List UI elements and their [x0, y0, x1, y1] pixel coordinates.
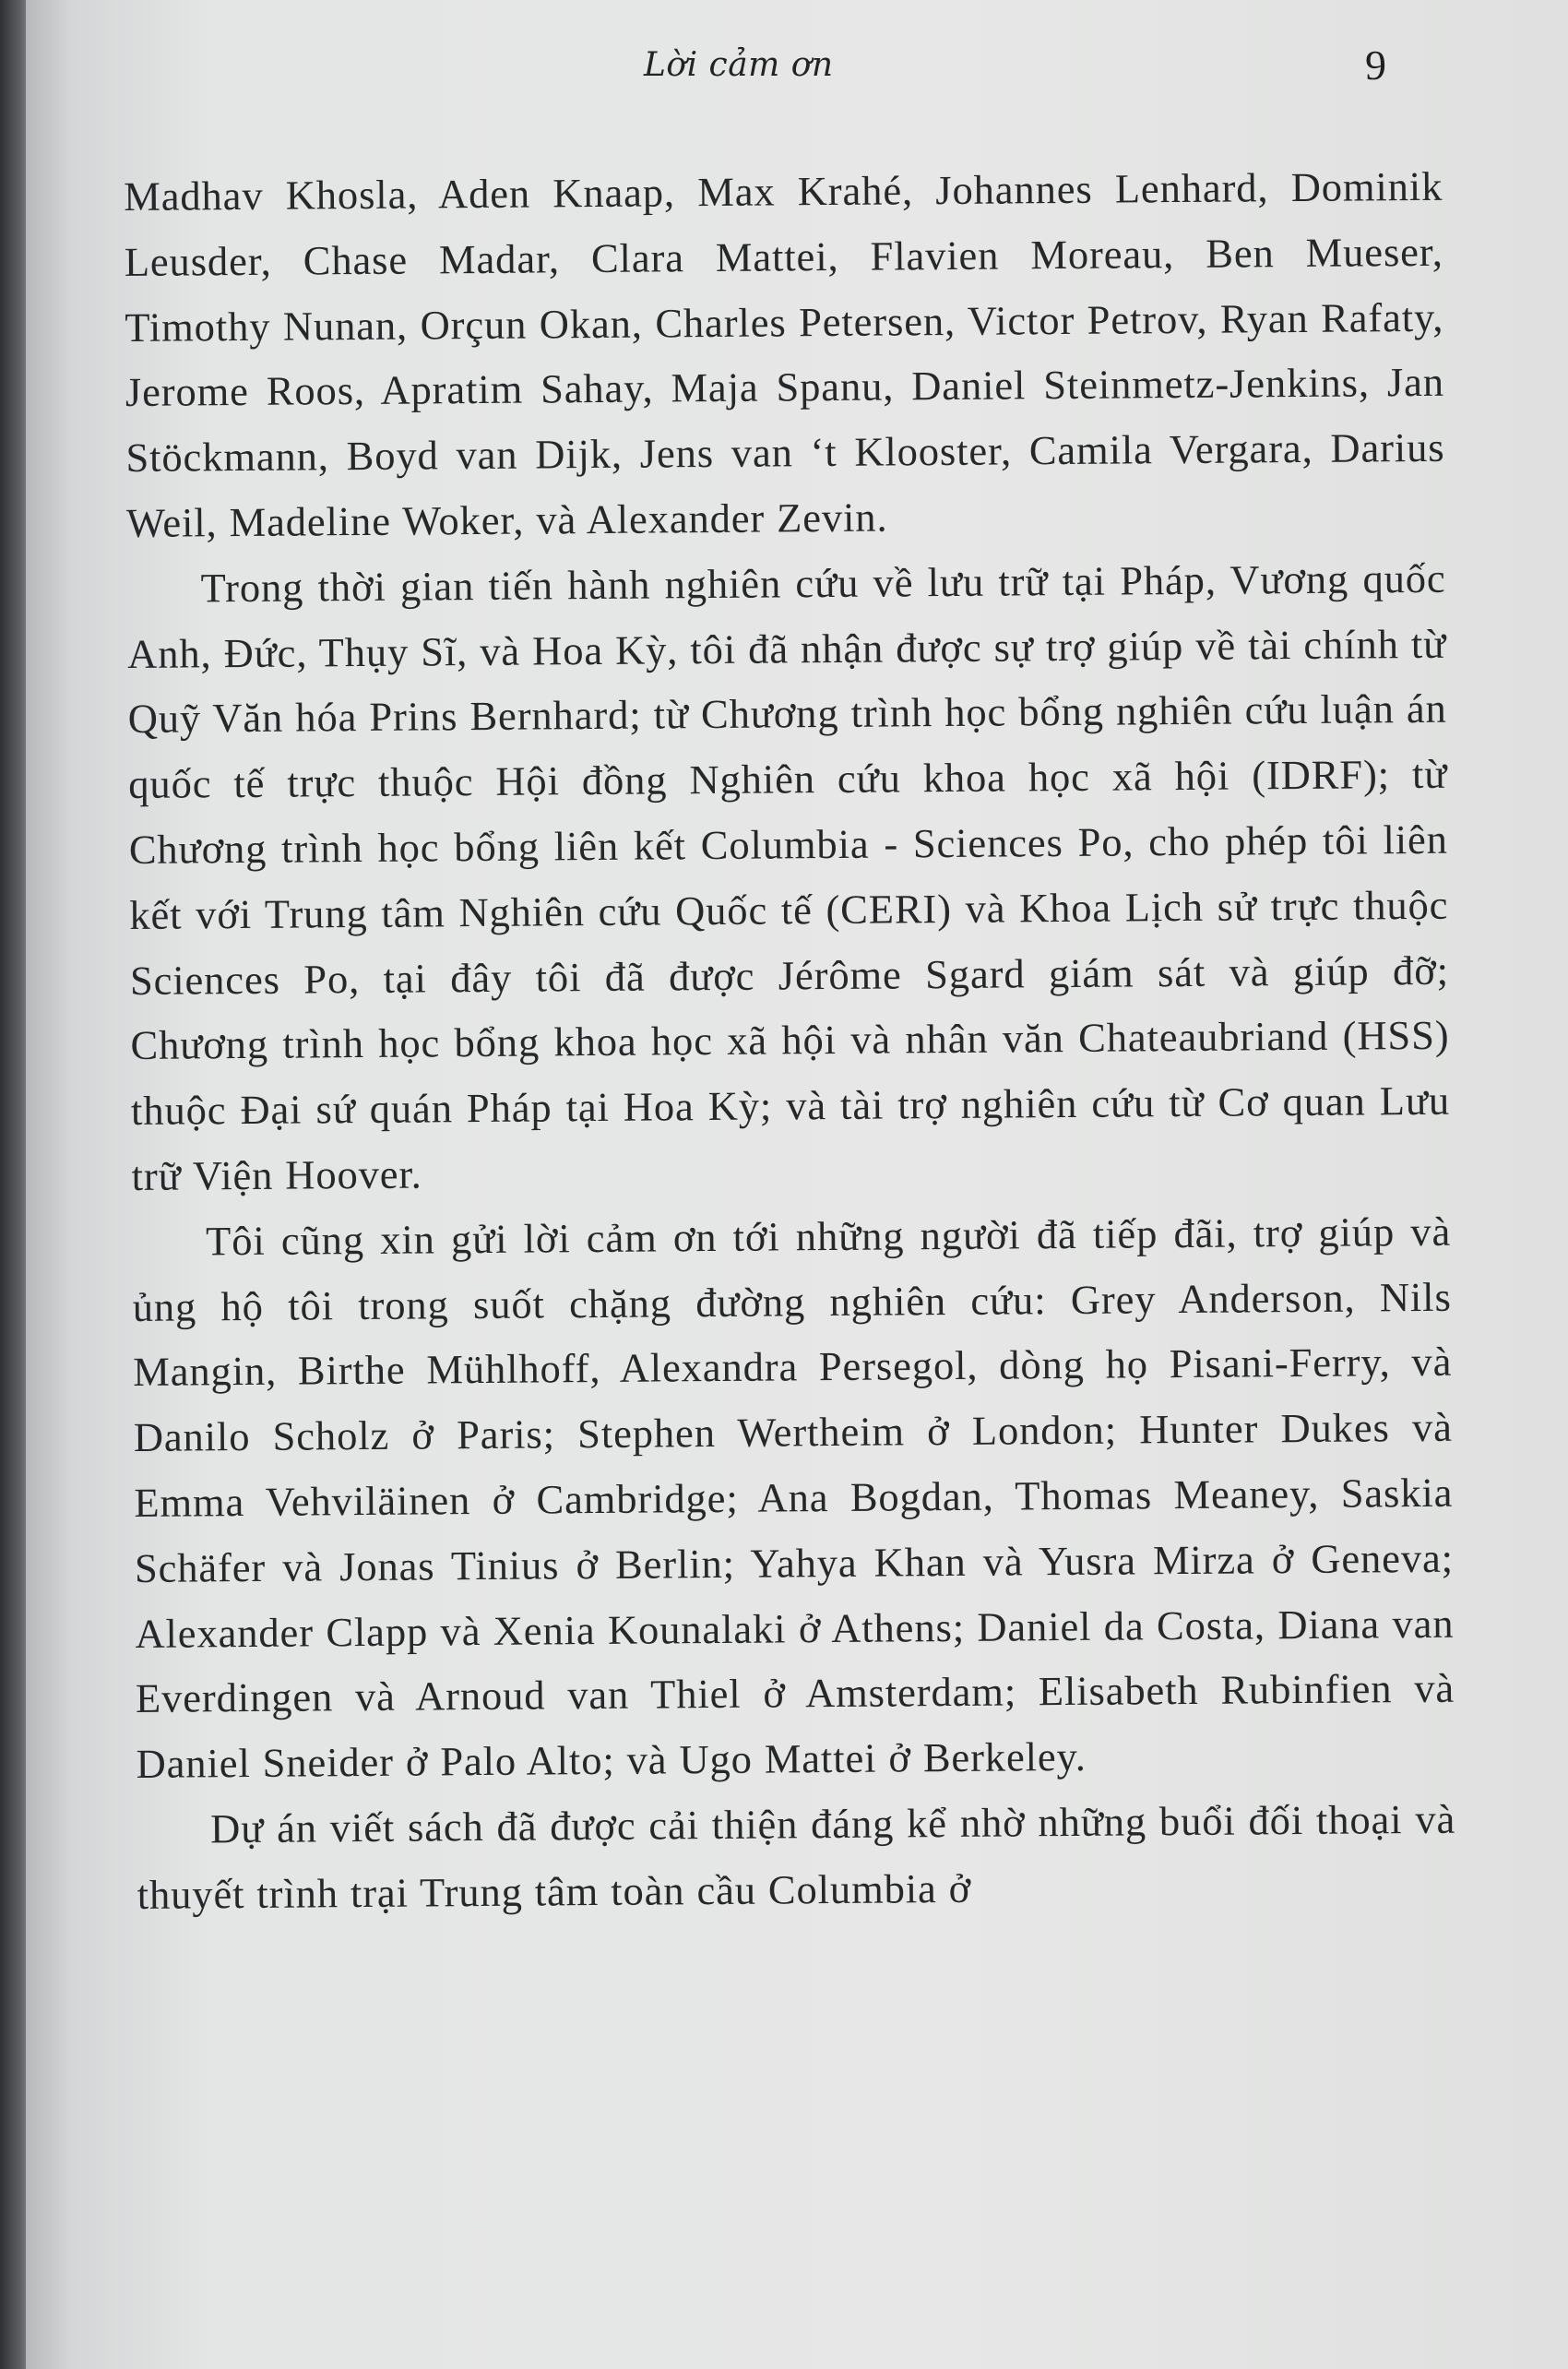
page-number: 9 — [1365, 42, 1386, 89]
paragraph-2: Trong thời gian tiến hành nghiên cứu về lưu trữ tại Pháp, Vương quốc Anh, Đức, Thụy Sĩ, và Hoa Kỳ, tôi đã nhận được sự trợ giúp về tài chính từ Quỹ Văn hóa Prins Bernhard; từ Chương trình học bổng nghiên cứu luận án quốc tế trực thuộc Hội đồng Nghiên cứu khoa học xã hội (IDRF); từ Chương trình học bổng liên kết Columbia - Sciences Po, cho phép tôi liên kết với Trung tâm Nghiên cứu Quốc tế (CERI) và Khoa Lịch sử trực thuộc Sciences Po, tại đây tôi đã được Jérôme Sgard giám sát và giúp đỡ; Chương trình học bổng khoa học xã hội và nhân văn Chateaubriand (HSS) thuộc Đại sứ quán Pháp tại Hoa Kỳ; và tài trợ nghiên cứu từ Cơ quan Lưu trữ Viện Hoover. — [126, 554, 1451, 1199]
body-text — [124, 154, 1456, 1928]
running-header-chapter-title: Lời cảm ơn — [644, 46, 834, 84]
running-header — [26, 42, 1568, 101]
book-page — [26, 0, 1568, 2369]
paragraph-3: Tôi cũng xin gửi lời cảm ơn tới những người đã tiếp đãi, trợ giúp và ủng hộ tôi trong suốt chặng đường nghiên cứu: Grey Anderson, Nils Mangin, Birthe Mühlhoff, Alexandra Persegol, dòng họ Pisani-Ferry, và Danilo Scholz ở Paris; Stephen Wertheim ở London; Hunter Dukes và Emma Vehviläinen ở Cambridge; Ana Bogdan, Thomas Meaney, Saskia Schäfer và Jonas Tinius ở Berlin; Yahya Khan và Yusra Mirza ở Geneva; Alexander Clapp và Xenia Kounalaki ở Athens; Daniel da Costa, Diana van Everdingen và Arnoud van Thiel ở Amsterdam; Elisabeth Rubinfien và Daniel Sneider ở Palo Alto; và Ugo Mattei ở Berkeley. — [132, 1208, 1455, 1788]
paragraph-4: Dự án viết sách đã được cải thiện đáng kể nhờ những buổi đối thoại và thuyết trình trại Trung tâm toàn cầu Columbia ở — [137, 1795, 1456, 1918]
paragraph-1: Madhav Khosla, Aden Knaap, Max Krahé, Johannes Lenhard, Dominik Leusder, Chase Madar, Clara Mattei, Flavien Moreau, Ben Mueser, Timothy Nunan, Orçun Okan, Charles Petersen, Victor Petrov, Ryan Rafaty, Jerome Roos, Apratim Sahay, Maja Spanu, Daniel Steinmetz-Jenkins, Jan Stöckmann, Boyd van Dijk, Jens van ‘t Klooster, Camila Vergara, Darius Weil, Madeline Woker, và Alexander Zevin. — [124, 162, 1445, 546]
